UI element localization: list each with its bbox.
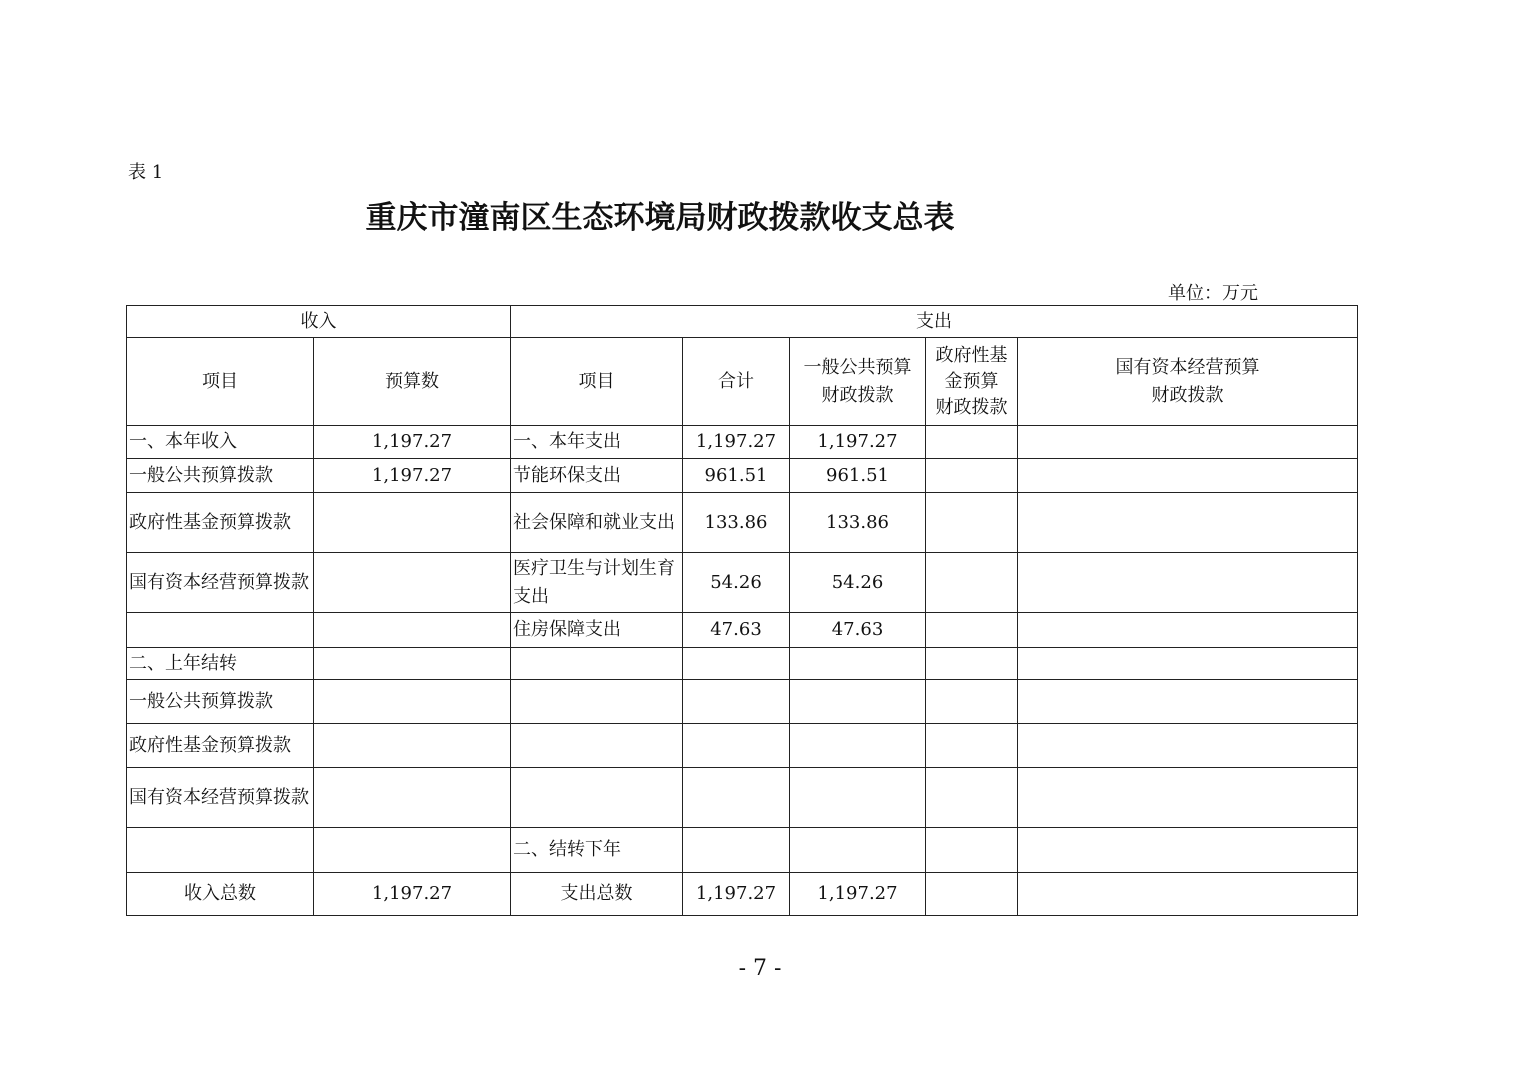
cell-gov-fund (926, 613, 1018, 648)
col-header-exp-item: 项目 (511, 338, 683, 426)
cell-income-item: 一般公共预算拨款 (127, 680, 314, 724)
page-number: - 7 - (738, 956, 782, 981)
cell-general-public: 54.26 (790, 553, 926, 613)
cell-state-capital (1018, 724, 1358, 768)
cell-exp-item: 住房保障支出 (511, 613, 683, 648)
table-row (127, 493, 1358, 553)
cell-total (683, 648, 790, 680)
cell-gov-fund (926, 873, 1018, 916)
cell-income-budget (314, 553, 511, 613)
cell-income-item: 一般公共预算拨款 (127, 459, 314, 493)
cell-gov-fund (926, 680, 1018, 724)
cell-gov-fund (926, 768, 1018, 828)
cell-exp-item: 节能环保支出 (511, 459, 683, 493)
col-header-state-capital: 国有资本经营预算 财政拨款 (1018, 338, 1358, 426)
cell-total: 1,197.27 (683, 873, 790, 916)
cell-state-capital (1018, 648, 1358, 680)
cell-state-capital (1018, 459, 1358, 493)
cell-state-capital (1018, 873, 1358, 916)
cell-income-item (127, 828, 314, 873)
cell-income-item: 政府性基金预算拨款 (127, 724, 314, 768)
cell-income-budget: 1,197.27 (314, 426, 511, 459)
col-header-total: 合计 (683, 338, 790, 426)
cell-general-public: 1,197.27 (790, 873, 926, 916)
cell-income-item: 国有资本经营预算拨款 (127, 553, 314, 613)
table-row (127, 459, 1358, 493)
budget-summary-table (126, 305, 1358, 916)
cell-exp-item (511, 680, 683, 724)
cell-exp-item: 医疗卫生与计划生育支出 (511, 553, 683, 613)
cell-income-budget (314, 828, 511, 873)
cell-state-capital (1018, 613, 1358, 648)
cell-exp-item: 一、本年支出 (511, 426, 683, 459)
cell-income-budget (314, 493, 511, 553)
totals-row (127, 873, 1358, 916)
cell-state-capital (1018, 768, 1358, 828)
cell-exp-item: 支出总数 (511, 873, 683, 916)
table-row (127, 613, 1358, 648)
cell-state-capital (1018, 493, 1358, 553)
cell-income-budget (314, 768, 511, 828)
col-header-gov-fund: 政府性基 金预算 财政拨款 (926, 338, 1018, 426)
col-header-income-item: 项目 (127, 338, 314, 426)
table-row (127, 648, 1358, 680)
cell-total (683, 724, 790, 768)
cell-exp-item: 社会保障和就业支出 (511, 493, 683, 553)
cell-state-capital (1018, 553, 1358, 613)
expenditure-group-header: 支出 (511, 306, 1358, 338)
cell-income-budget (314, 724, 511, 768)
cell-exp-item (511, 768, 683, 828)
cell-exp-item (511, 724, 683, 768)
cell-income-item (127, 613, 314, 648)
cell-total: 54.26 (683, 553, 790, 613)
cell-general-public: 1,197.27 (790, 426, 926, 459)
income-group-header: 收入 (127, 306, 511, 338)
document-title: 重庆市潼南区生态环境局财政拨款收支总表 (365, 200, 955, 236)
cell-general-public (790, 828, 926, 873)
cell-gov-fund (926, 553, 1018, 613)
cell-income-budget (314, 613, 511, 648)
cell-gov-fund (926, 724, 1018, 768)
cell-gov-fund (926, 426, 1018, 459)
table-row (127, 768, 1358, 828)
cell-total: 1,197.27 (683, 426, 790, 459)
table-row (127, 553, 1358, 613)
cell-income-budget (314, 680, 511, 724)
cell-income-item: 收入总数 (127, 873, 314, 916)
cell-total (683, 680, 790, 724)
cell-income-item: 政府性基金预算拨款 (127, 493, 314, 553)
cell-total (683, 828, 790, 873)
cell-general-public: 961.51 (790, 459, 926, 493)
cell-general-public: 133.86 (790, 493, 926, 553)
cell-general-public: 47.63 (790, 613, 926, 648)
cell-income-budget: 1,197.27 (314, 873, 511, 916)
cell-gov-fund (926, 828, 1018, 873)
cell-general-public (790, 680, 926, 724)
table-row (127, 680, 1358, 724)
cell-exp-item (511, 648, 683, 680)
table-row (127, 724, 1358, 768)
cell-general-public (790, 724, 926, 768)
cell-income-item: 二、上年结转 (127, 648, 314, 680)
column-header-row (127, 338, 1358, 426)
cell-total (683, 768, 790, 828)
table-label: 表 1 (128, 162, 164, 183)
col-header-general-public: 一般公共预算 财政拨款 (790, 338, 926, 426)
cell-state-capital (1018, 426, 1358, 459)
cell-gov-fund (926, 493, 1018, 553)
table-row (127, 828, 1358, 873)
cell-state-capital (1018, 828, 1358, 873)
cell-gov-fund (926, 648, 1018, 680)
cell-total: 133.86 (683, 493, 790, 553)
cell-income-item: 国有资本经营预算拨款 (127, 768, 314, 828)
cell-exp-item: 二、结转下年 (511, 828, 683, 873)
cell-general-public (790, 768, 926, 828)
unit-label: 单位：万元 (1168, 283, 1258, 304)
cell-income-budget (314, 648, 511, 680)
cell-total: 47.63 (683, 613, 790, 648)
col-header-income-budget: 预算数 (314, 338, 511, 426)
cell-income-budget: 1,197.27 (314, 459, 511, 493)
cell-state-capital (1018, 680, 1358, 724)
table-row (127, 426, 1358, 459)
cell-general-public (790, 648, 926, 680)
group-header-row (127, 306, 1358, 338)
cell-income-item: 一、本年收入 (127, 426, 314, 459)
cell-gov-fund (926, 459, 1018, 493)
cell-total: 961.51 (683, 459, 790, 493)
